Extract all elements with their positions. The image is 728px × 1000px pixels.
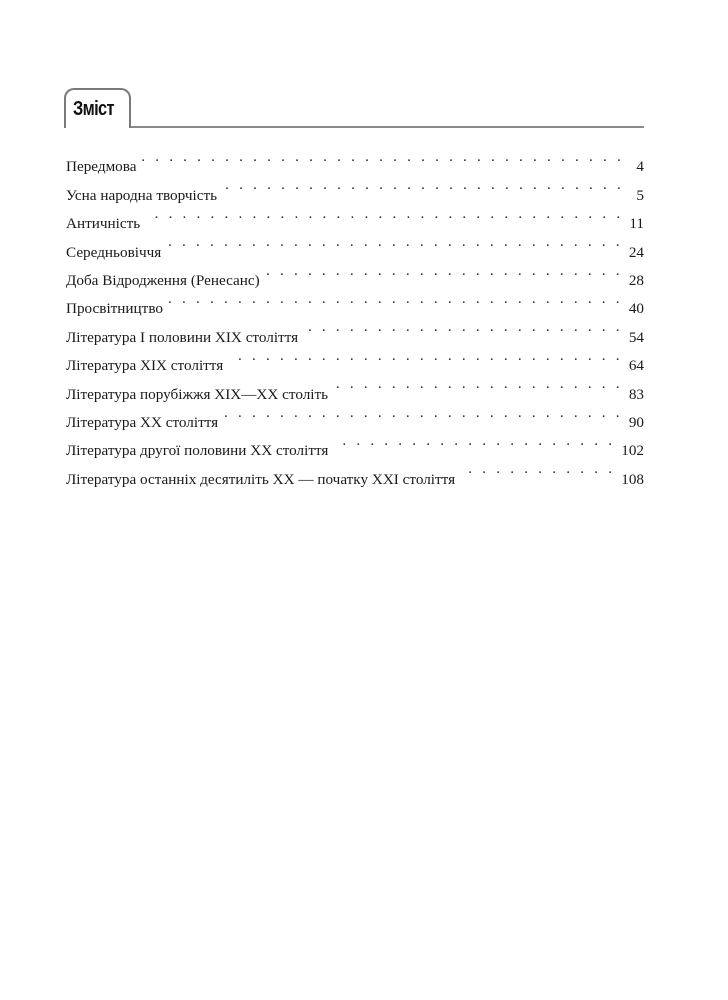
toc-entry-title: Література ХІХ століття (66, 357, 224, 375)
toc-entry-title: Просвітництво (66, 300, 163, 318)
toc-entry-page: 108 (621, 470, 644, 488)
dot-leader (302, 313, 623, 341)
toc-entry-page: 90 (628, 413, 644, 431)
toc-entry-page: 11 (629, 215, 644, 233)
toc-entry-title: Античність (66, 215, 141, 233)
dot-leader (167, 285, 623, 313)
toc-entry[interactable] (66, 143, 644, 176)
table-of-contents (66, 143, 644, 488)
dot-leader (141, 143, 625, 171)
toc-entry-title: Передмова (66, 158, 137, 176)
toc-entry-page: 40 (628, 300, 644, 318)
dot-leader (227, 342, 623, 370)
toc-entry-title: Література порубіжжя ХІХ—ХХ століть (66, 385, 329, 403)
toc-entry[interactable] (66, 171, 644, 204)
toc-entry[interactable] (66, 200, 644, 233)
toc-entry-title: Усна народна творчість (66, 186, 218, 204)
toc-entry[interactable] (66, 228, 644, 261)
dot-leader (332, 427, 615, 455)
toc-entry-page: 54 (628, 328, 644, 346)
toc-entry-title: Література другої половини ХХ століття (66, 442, 329, 460)
dot-leader (222, 399, 623, 427)
toc-entry-title: Доба Відродження (Ренесанс) (66, 271, 260, 289)
toc-entry-title: Середньовіччя (66, 243, 162, 261)
dot-leader (165, 228, 623, 256)
toc-entry-page: 64 (628, 357, 644, 375)
dot-leader (221, 171, 624, 199)
toc-entry-page: 83 (628, 385, 644, 403)
dot-leader (459, 455, 615, 483)
dot-leader (332, 370, 623, 398)
page-title: Зміст (73, 97, 114, 120)
toc-entry-page: 28 (628, 271, 644, 289)
toc-entry-page: 102 (621, 442, 644, 460)
toc-entry-page: 24 (628, 243, 644, 261)
toc-entry-title: Література І половини ХІХ століття (66, 328, 299, 346)
toc-entry-title: Література останніх десятиліть ХХ — початку ХХІ століття (66, 470, 456, 488)
toc-entry-page: 4 (636, 158, 644, 176)
dot-leader (144, 200, 623, 228)
title-tab (64, 88, 131, 128)
toc-entry-title: Література ХХ століття (66, 413, 219, 431)
contents-header (64, 88, 644, 128)
dot-leader (264, 257, 623, 285)
toc-entry-page: 5 (636, 186, 644, 204)
header-rule (124, 126, 644, 128)
